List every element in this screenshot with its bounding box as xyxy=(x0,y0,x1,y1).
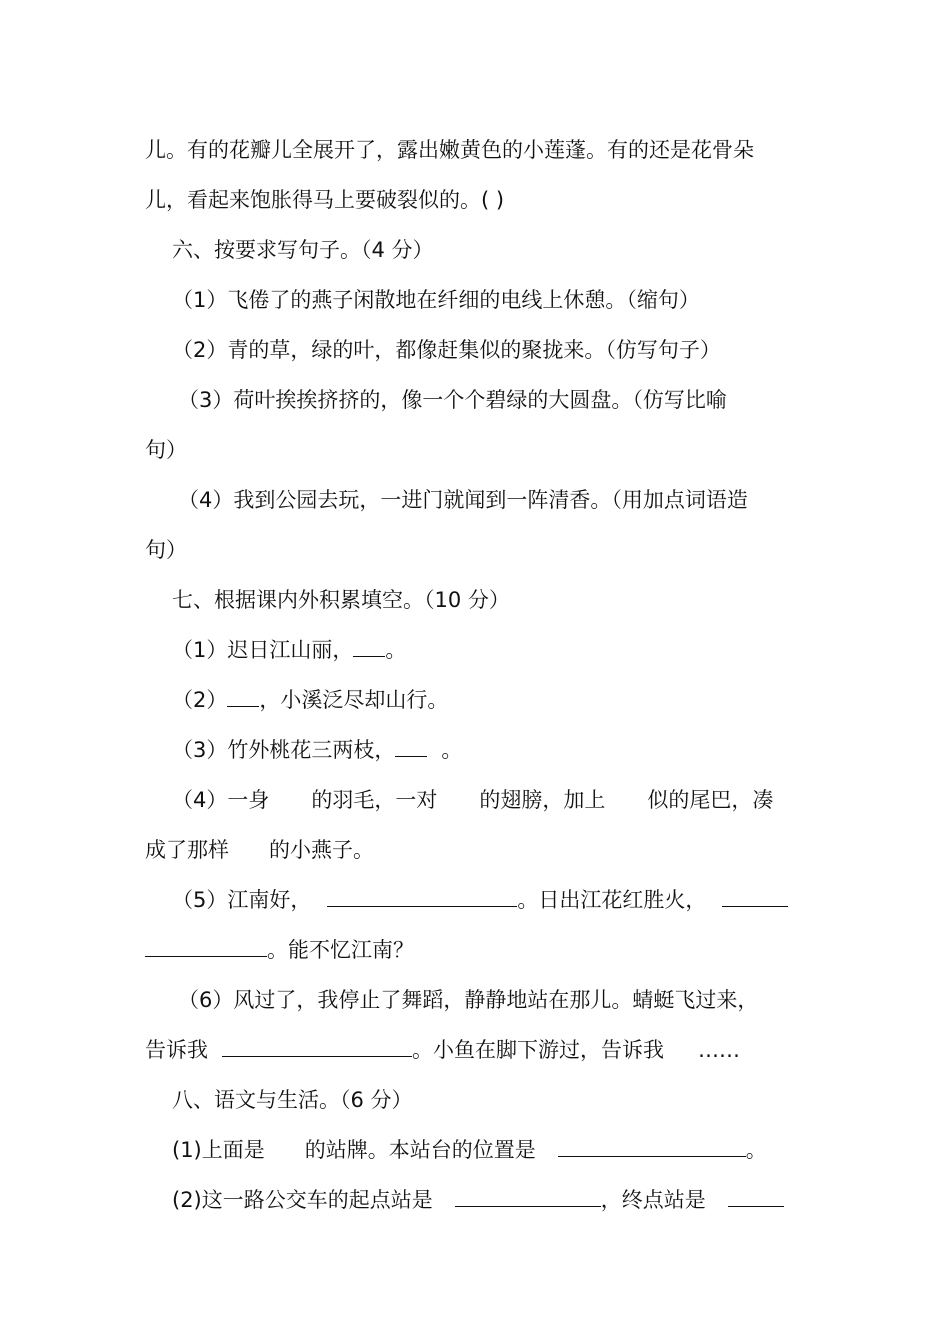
question-text: 。 xyxy=(745,1138,767,1162)
answer-blank[interactable] xyxy=(728,1186,784,1207)
answer-blank[interactable] xyxy=(722,886,788,907)
question-text: ，终点站是 xyxy=(600,1188,706,1212)
section-6-question-4: （4）我到公园去玩，一进门就闻到一阵清香。（用加点词语造 xyxy=(178,488,748,512)
question-text: 的翅膀，加上 xyxy=(479,788,606,812)
question-text: 似的尾巴，凑 xyxy=(647,788,774,812)
answer-blank[interactable] xyxy=(558,1136,746,1157)
question-text: 。 xyxy=(441,738,463,762)
section-7-question-1 xyxy=(172,635,406,665)
question-text: 告诉我 xyxy=(145,1038,208,1062)
question-text: 的小燕子。 xyxy=(269,838,374,862)
section-7-heading: 七、根据课内外积累填空。（10 分） xyxy=(172,588,510,612)
question-text: （1）迟日江山丽， xyxy=(172,638,354,662)
section-7-question-3 xyxy=(172,735,462,765)
question-text: (2)这一路公交车的起点站是 xyxy=(172,1188,433,1212)
question-text: …… xyxy=(698,1038,740,1062)
answer-blank[interactable] xyxy=(455,1186,601,1207)
answer-blank[interactable] xyxy=(353,636,385,657)
passage-line-1: 儿。有的花瓣儿全展开了，露出嫩黄色的小莲蓬。有的还是花骨朵 xyxy=(145,138,754,162)
answer-blank[interactable] xyxy=(222,1036,412,1057)
question-text: ，小溪泛尽却山行。 xyxy=(259,688,449,712)
question-text: 的站牌。本站台的位置是 xyxy=(304,1138,536,1162)
question-text: 。日出江花红胜火， xyxy=(517,888,707,912)
section-6-heading: 六、按要求写句子。（4 分） xyxy=(172,238,434,262)
section-7-question-5-cont xyxy=(145,935,414,965)
question-text: （4）一身 xyxy=(172,788,270,812)
question-text: （2） xyxy=(172,688,228,712)
section-7-question-2 xyxy=(172,685,448,715)
section-8-question-1 xyxy=(172,1135,767,1165)
section-6-question-2: （2）青的草，绿的叶，都像赶集似的聚拢来。（仿写句子） xyxy=(172,338,721,362)
section-6-question-1: （1）飞倦了的燕子闲散地在纤细的电线上休憩。（缩句） xyxy=(172,288,700,312)
question-text: (1)上面是 xyxy=(172,1138,265,1162)
answer-blank[interactable] xyxy=(145,936,267,957)
answer-blank[interactable] xyxy=(395,736,427,757)
section-6-question-3: （3）荷叶挨挨挤挤的，像一个个碧绿的大圆盘。（仿写比喻 xyxy=(178,388,727,412)
question-text: 。能不忆江南？ xyxy=(267,938,414,962)
question-text: 。 xyxy=(385,638,407,662)
section-7-question-6: （6）风过了，我停止了舞蹈，静静地站在那儿。蜻蜓飞过来， xyxy=(178,988,759,1012)
answer-blank[interactable] xyxy=(327,886,517,907)
section-6-question-3-cont: 句） xyxy=(145,438,187,462)
section-7-question-5 xyxy=(172,885,788,915)
question-text: （3）竹外桃花三两枝， xyxy=(172,738,396,762)
section-8-question-2 xyxy=(172,1185,784,1215)
section-7-question-6-cont xyxy=(145,1035,740,1065)
section-6-question-4-cont: 句） xyxy=(145,538,187,562)
answer-blank[interactable] xyxy=(227,686,259,707)
section-8-heading: 八、语文与生活。（6 分） xyxy=(172,1088,413,1112)
question-text: 。小鱼在脚下游过，告诉我 xyxy=(412,1038,664,1062)
passage-line-2: 儿，看起来饱胀得马上要破裂似的。( ) xyxy=(145,188,505,212)
question-text: 的羽毛，一对 xyxy=(311,788,438,812)
section-7-question-4-cont xyxy=(145,835,374,865)
section-7-question-4 xyxy=(172,785,773,815)
question-text: 成了那样 xyxy=(145,838,229,862)
question-text: （5）江南好， xyxy=(172,888,312,912)
